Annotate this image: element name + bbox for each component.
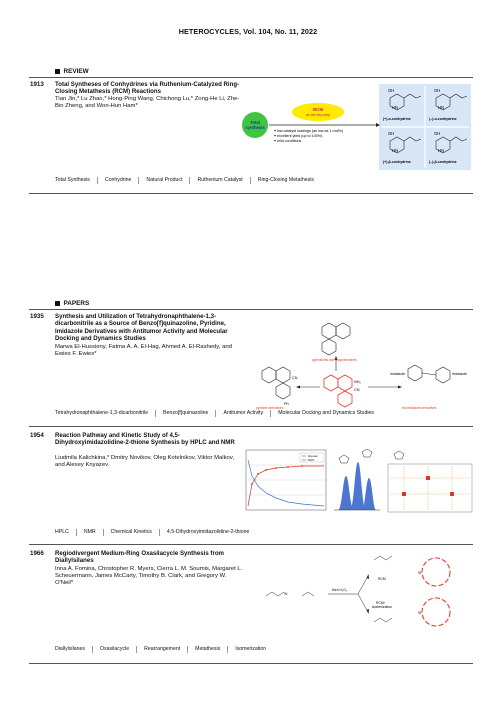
papers-label: PAPERS xyxy=(63,300,90,307)
article-authors: Inna A. Fomina, Christopher R. Myers, Cierra L. M. Soumis, Margaret L. Scheuermann, James McCarty, Timothy B. Clark, and Gregory W. O'Neil* xyxy=(55,566,243,587)
keyword[interactable]: Total Synthesis xyxy=(55,177,90,183)
si-label: Si xyxy=(284,592,288,596)
article-authors: Tian Jin,* Lu Zhao,* Hong-Ping Wang, Chichong Lu,* Zong-He Li, Zhe-Bin Zheng, and Won-Hun Ham* xyxy=(55,96,240,110)
article-title[interactable]: Synthesis and Utilization of Tetrahydronaphthalene-1,3-dicarbonitrile as a Source of Benzo[f]quinazoline, Pyridine, Imidazole Derivatives with Antitumor Activity and Molecular Docking and Dynamics Studies xyxy=(55,313,228,343)
keyword[interactable]: NMR xyxy=(76,529,103,536)
keyword[interactable]: Rearrangement xyxy=(136,646,187,653)
article-divider xyxy=(29,544,473,545)
article-page-number[interactable]: 1935 xyxy=(30,313,44,320)
keyword[interactable]: Ring-Closing Metathesis xyxy=(250,177,321,184)
graphical-abstract-1913 xyxy=(240,84,472,170)
keyword[interactable]: Isomerization xyxy=(227,646,273,653)
review-section-label xyxy=(55,68,89,75)
keyword[interactable]: Oxasilacycle xyxy=(92,646,136,653)
scheme-label-right: bis imidazole derivatives xyxy=(402,406,437,410)
scheme-bullet: excellent yield (up to 100%) xyxy=(277,134,323,138)
legend-entry: DHIT xyxy=(308,458,315,462)
oh-label: OH xyxy=(434,88,441,93)
kinetics-figure xyxy=(238,448,474,520)
article-page-number[interactable]: 1913 xyxy=(30,81,44,88)
oh-label: OH xyxy=(434,131,441,136)
section-bullet-icon xyxy=(55,69,60,74)
hn-label: HN xyxy=(392,148,399,153)
keyword[interactable]: Natural Product xyxy=(138,177,189,184)
keywords-1954 xyxy=(55,529,256,536)
article-divider xyxy=(29,663,473,664)
si-label: Si xyxy=(418,571,422,575)
reagent-label: then H₂O₂ xyxy=(332,588,348,592)
rcm-key-step-badge xyxy=(292,103,344,121)
article-divider xyxy=(29,193,473,194)
keyword[interactable]: HPLC xyxy=(55,529,69,535)
keywords-1913 xyxy=(55,177,321,184)
graphical-abstract-1954 xyxy=(238,448,474,520)
keyword[interactable]: Ruthenium Catalyst xyxy=(189,177,249,184)
rcm-isomerization-label: isomerization xyxy=(372,605,392,609)
article-authors: Marwa El-Hussieny, Fatma A. A. El-Hag, Ahmed A. El-Rashedy, and Ewies F. Ewies* xyxy=(55,344,232,358)
rcm-isomerization-label: RCM/ xyxy=(376,601,385,605)
keywords-1935 xyxy=(55,410,381,417)
keyword[interactable]: Conhydrine xyxy=(97,177,139,184)
section-bullet-icon xyxy=(55,301,60,306)
compound-name: (+)-α-conhydrine xyxy=(383,117,411,121)
keyword[interactable]: Diallylsilanes xyxy=(55,646,85,652)
compound-name: (–)-β-conhydrine xyxy=(429,160,457,164)
scheme-bullet: low catalyst loadings (as low as 1 mol%) xyxy=(277,129,343,133)
journal-header: HETEROCYCLES, Vol. 104, No. 11, 2022 xyxy=(178,27,318,36)
badge-text: synthesis xyxy=(245,125,265,130)
keyword[interactable]: Tetrahydronaphthalene-1,3-dicarbonitrile xyxy=(55,410,149,416)
scheme-label-top: pyrimidines and thiopyrimidines xyxy=(312,358,357,362)
review-label: REVIEW xyxy=(63,68,89,75)
hn-label: HN xyxy=(392,105,399,110)
article-title[interactable]: Reaction Pathway and Kinetic Study of 4,5-Dihydroxyimidazolidine-2-thione Synthesis by HPLC and NMR xyxy=(55,432,235,447)
naphthalene-scheme xyxy=(240,313,472,413)
si-label: Si xyxy=(418,611,422,615)
oh-label: OH xyxy=(388,88,395,93)
keyword[interactable]: Molecular Docking and Dynamics Studies xyxy=(270,410,381,417)
keywords-1966 xyxy=(55,646,273,653)
article-page-number[interactable]: 1954 xyxy=(30,432,44,439)
badge-text: Total xyxy=(250,120,260,125)
keyword[interactable]: Chemical Kinetics xyxy=(103,529,159,536)
ph-label: Ph xyxy=(284,402,289,406)
keyword[interactable]: Antitumor Activity xyxy=(215,410,270,417)
rcm-label: RCM xyxy=(313,107,323,112)
hn-label: HN xyxy=(438,105,445,110)
graphical-abstract-1935 xyxy=(240,313,472,413)
nh2-label: NH₂ xyxy=(354,380,361,384)
compound-name: (+)-β-conhydrine xyxy=(383,160,411,164)
scheme-bullet: mild conditions xyxy=(277,139,302,143)
article-title[interactable]: Total Syntheses of Conhydrines via Ruthenium-Catalyzed Ring-Closing Metathesis (RCM) Reactions xyxy=(55,81,240,96)
keyword[interactable]: 4,5-Dihydroxyimidazolidine-2-thione xyxy=(159,529,256,536)
scheme-label-left: pyridine derivatives xyxy=(256,406,284,410)
oxasilacycle-scheme xyxy=(246,548,474,634)
rcm-label: RCM xyxy=(378,577,386,581)
article-title[interactable]: Regiodivergent Medium-Ring Oxasilacycle Synthesis from Diallylsilanes xyxy=(55,550,224,565)
imidazole-label: imidazole xyxy=(452,372,468,376)
oh-label: OH xyxy=(388,131,395,136)
graphical-abstract-1966 xyxy=(246,548,474,634)
compound-name: (–)-α-conhydrine xyxy=(429,117,457,121)
cn-label: CN xyxy=(354,388,360,392)
hn-label: HN xyxy=(438,148,445,153)
section-divider xyxy=(29,309,473,310)
section-divider xyxy=(29,77,473,78)
imidazole-label: imidazole xyxy=(390,372,406,376)
rcm-sub-label: as the key step xyxy=(305,113,331,117)
article-authors: Liudmila Kalichkina,* Dmitry Novikov, Oleg Kotelnikov, Viktor Malkov, and Alexey Knyazev xyxy=(55,455,234,469)
legend-entry: Glyoxal xyxy=(308,454,318,458)
cn-label: CN xyxy=(292,376,298,380)
article-page-number[interactable]: 1966 xyxy=(30,550,44,557)
article-divider xyxy=(29,426,473,427)
keyword[interactable]: Metathesis xyxy=(187,646,227,653)
conhydrine-scheme xyxy=(240,84,472,170)
keyword[interactable]: Benzo[f]quinazoline xyxy=(155,410,215,417)
papers-section-label xyxy=(55,300,89,307)
